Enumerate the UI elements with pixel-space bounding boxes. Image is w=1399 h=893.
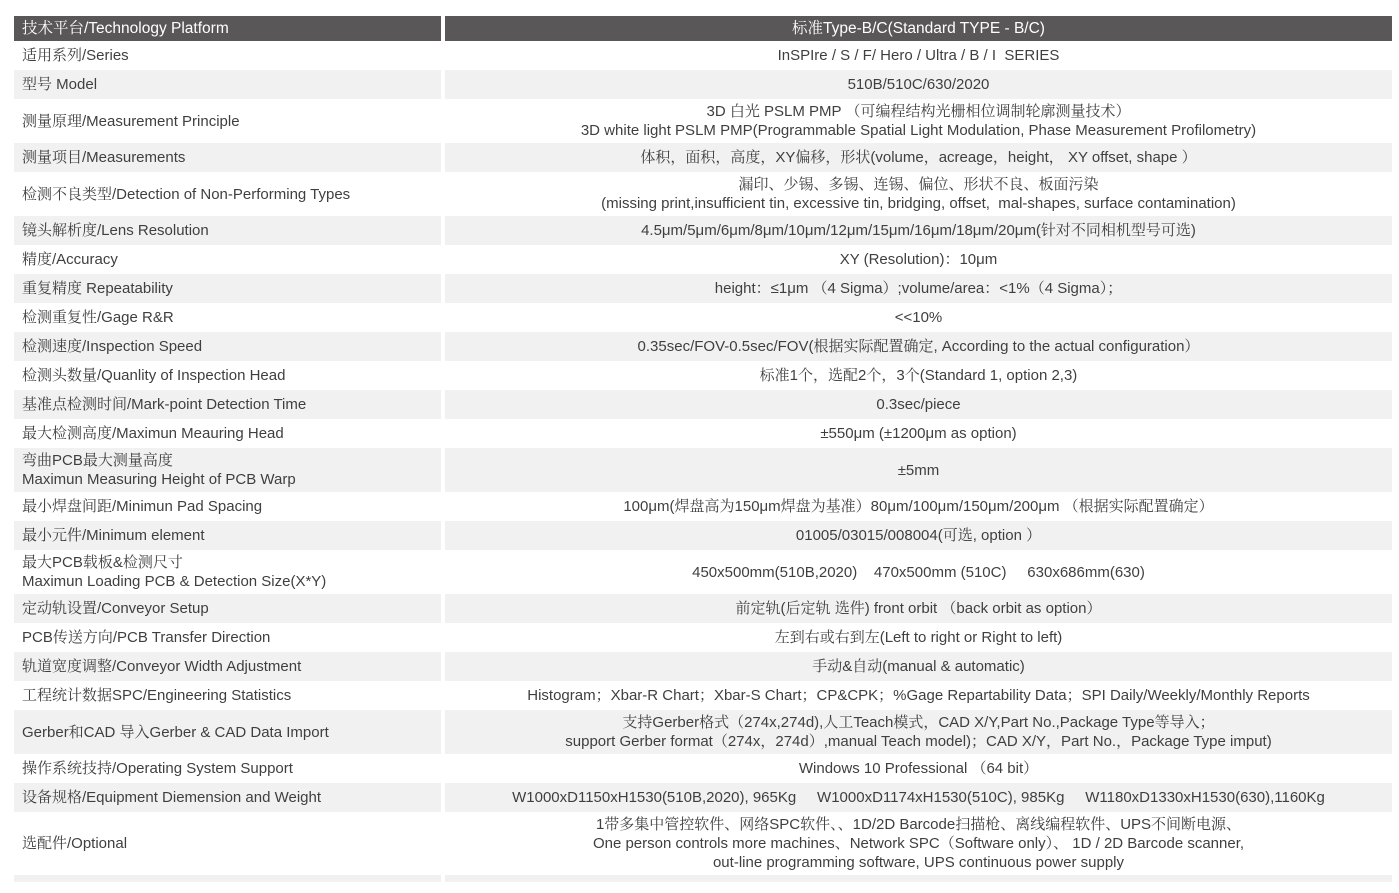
row-label-line: 最大PCB载板&检测尺寸 — [22, 554, 183, 571]
row-value — [445, 594, 1392, 623]
header-label-text: 技术平台/Technology Platform — [22, 20, 229, 37]
header-label-cell — [14, 16, 441, 41]
row-value-line: (missing print,insufficient tin, excessive tin, bridging, offset, mal-shapes, surface contamination) — [601, 195, 1236, 212]
table-row — [14, 710, 1392, 754]
row-value-line: 漏印、少锡、多锡、连锡、偏位、形状不良、板面污染 — [738, 176, 1099, 193]
row-label-line: 型号 Model — [22, 76, 98, 93]
row-value — [445, 274, 1392, 303]
row-label-line: 最大检测高度/Maximun Meauring Head — [22, 425, 284, 442]
row-label — [14, 448, 441, 492]
row-value-line: 1带多集中管控软件、网络SPC软件、、1D/2D Barcode扫描枪、离线编程软件、UPS不间断电源、 — [595, 816, 1242, 833]
row-value-line: ±550μm (±1200μm as option) — [820, 425, 1017, 442]
row-label — [14, 681, 441, 710]
row-value — [445, 172, 1392, 216]
row-label — [14, 754, 441, 783]
row-value-line: Histogram；Xbar-R Chart；Xbar-S Chart；CP&CPK；%Gage Repartability Data；SPI Daily/Weekly/Monthly Reports — [527, 687, 1310, 704]
table-row — [14, 99, 1392, 143]
row-label-line: 最小元件/Minimum element — [22, 527, 205, 544]
row-label — [14, 594, 441, 623]
row-value — [445, 783, 1392, 812]
table-row — [14, 419, 1392, 448]
table-row — [14, 216, 1392, 245]
table-row — [14, 245, 1392, 274]
table-row — [14, 681, 1392, 710]
row-label — [14, 361, 441, 390]
row-value-line: One person controls more machines、Network SPC（Software only）、 1D / 2D Barcode scanner, — [592, 835, 1245, 852]
row-label — [14, 70, 441, 99]
row-value-line: 3D 白光 PSLM PMP （可编程结构光栅相位调制轮廓测量技术） — [706, 103, 1131, 120]
table-row — [14, 875, 1392, 882]
row-label-line: 弯曲PCB最大测量高度 — [22, 452, 173, 469]
row-value-line: 标准1个，选配2个，3个(Standard 1, option 2,3) — [759, 367, 1078, 384]
row-value-line: height：≤1μm （4 Sigma）;volume/area：<1%（4 Sigma）； — [714, 280, 1123, 297]
row-value — [445, 754, 1392, 783]
table-row — [14, 41, 1392, 70]
row-value — [445, 216, 1392, 245]
row-value-line: W1000xD1150xH1530(510B,2020), 965Kg W1000xD1174xH1530(510C), 985Kg W1180xD1330xH1530(630),1160Kg — [512, 789, 1325, 806]
row-label — [14, 710, 441, 754]
row-value-line: 0.35sec/FOV-0.5sec/FOV(根据实际配置确定, According to the actual configuration） — [637, 338, 1200, 355]
table-row — [14, 143, 1392, 172]
row-label-line: 选配件/Optional — [22, 835, 128, 852]
row-label — [14, 172, 441, 216]
row-label-line: 轨道宽度调整/Conveyor Width Adjustment — [22, 658, 302, 675]
row-value — [445, 41, 1392, 70]
row-label — [14, 245, 441, 274]
header-value-cell — [445, 16, 1392, 41]
row-value — [445, 812, 1392, 875]
row-label — [14, 550, 441, 594]
row-value-line: 4.5μm/5μm/6μm/8μm/10μm/12μm/15μm/16μm/18μm/20μm(针对不同相机型号可选) — [641, 222, 1196, 239]
row-label-line: 重复精度 Repeatability — [22, 280, 173, 297]
row-label-line: 工程统计数据SPC/Engineering Statistics — [22, 687, 292, 704]
row-label — [14, 652, 441, 681]
row-label-line: 检测重复性/Gage R&R — [22, 309, 174, 326]
row-value-line: 01005/03015/008004(可选, option ） — [795, 527, 1042, 544]
table-row — [14, 521, 1392, 550]
row-label-line: 精度/Accuracy — [22, 251, 118, 268]
row-label — [14, 216, 441, 245]
row-value-line: 450x500mm(510B,2020) 470x500mm (510C) 630x686mm(630) — [692, 563, 1145, 581]
row-label-line: 检测头数量/Quanlity of Inspection Head — [22, 367, 286, 384]
row-value — [445, 390, 1392, 419]
row-label — [14, 623, 441, 652]
row-value-line: XY (Resolution)：10μm — [839, 251, 998, 268]
row-label — [14, 303, 441, 332]
row-value — [445, 652, 1392, 681]
row-label — [14, 143, 441, 172]
table-row — [14, 448, 1392, 492]
row-label-line: Gerber和CAD 导入Gerber & CAD Data Import — [22, 723, 329, 741]
table-body — [14, 41, 1392, 882]
table-row — [14, 361, 1392, 390]
table-row — [14, 754, 1392, 783]
row-value-line: <<10% — [894, 309, 943, 326]
row-label-line: 适用系列/Series — [22, 47, 129, 64]
table-row — [14, 70, 1392, 99]
row-value-line: 3D white light PSLM PMP(Programmable Spatial Light Modulation, Phase Measurement Profilometry) — [580, 122, 1257, 139]
row-label-line: 测量原理/Measurement Principle — [22, 112, 240, 130]
row-value-line: 体积，面积，高度，XY偏移，形状(volume，acreage，height， XY offset, shape ） — [640, 149, 1197, 166]
row-value-line: 510B/510C/630/2020 — [847, 76, 990, 93]
row-value — [445, 99, 1392, 143]
row-value — [445, 303, 1392, 332]
row-value — [445, 623, 1392, 652]
table-row — [14, 812, 1392, 875]
row-label — [14, 274, 441, 303]
row-value-line: ±5mm — [897, 461, 940, 479]
table-row — [14, 390, 1392, 419]
row-label — [14, 99, 441, 143]
row-label-line: 最小焊盘间距/Minimun Pad Spacing — [22, 498, 263, 515]
table-row — [14, 550, 1392, 594]
spec-table — [14, 16, 1392, 882]
row-label — [14, 390, 441, 419]
row-value — [445, 419, 1392, 448]
row-value — [445, 681, 1392, 710]
row-value-line: InSPIre / S / F/ Hero / Ultra / B / I SERIES — [777, 47, 1060, 64]
table-row — [14, 303, 1392, 332]
row-value — [445, 492, 1392, 521]
table-row — [14, 594, 1392, 623]
table-row — [14, 783, 1392, 812]
row-value — [445, 875, 1392, 882]
row-label-line: 设备规格/Equipment Diemension and Weight — [22, 789, 322, 806]
table-header-row — [14, 16, 1392, 41]
row-label — [14, 41, 441, 70]
table-row — [14, 492, 1392, 521]
row-value — [445, 143, 1392, 172]
row-value-line: support Gerber format（274x，274d）,manual Teach model)；CAD X/Y，Part No.，Package Type imput) — [565, 733, 1272, 750]
row-value-line: out-line programming software, UPS continuous power supply — [712, 854, 1125, 871]
row-value-line: 前定轨(后定轨 选件) front orbit （back orbit as option） — [735, 600, 1102, 617]
row-value-line: Windows 10 Professional （64 bit） — [798, 760, 1039, 777]
table-row — [14, 332, 1392, 361]
row-value — [445, 448, 1392, 492]
row-value-line: 手动&自动(manual & automatic) — [812, 658, 1025, 675]
row-label-line: Maximun Measuring Height of PCB Warp — [22, 471, 296, 488]
row-value — [445, 550, 1392, 594]
row-value — [445, 361, 1392, 390]
row-label-line: 检测不良类型/Detection of Non-Performing Types — [22, 185, 351, 203]
header-value-text: 标准Type-B/C(Standard TYPE - B/C) — [792, 20, 1045, 37]
table-row — [14, 172, 1392, 216]
row-label-line: 基准点检测时间/Mark-point Detection Time — [22, 396, 307, 413]
row-label-line: 定动轨设置/Conveyor Setup — [22, 600, 209, 617]
row-value — [445, 710, 1392, 754]
row-label — [14, 783, 441, 812]
row-value — [445, 332, 1392, 361]
table-row — [14, 623, 1392, 652]
row-value — [445, 521, 1392, 550]
row-label — [14, 812, 441, 875]
row-value — [445, 245, 1392, 274]
row-label-line: 测量项目/Measurements — [22, 149, 186, 166]
table-row — [14, 274, 1392, 303]
row-label-line: 操作系统技持/Operating System Support — [22, 760, 293, 777]
row-value — [445, 70, 1392, 99]
row-value-line: 左到右或右到左(Left to right or Right to left) — [774, 629, 1063, 646]
row-value-line: 支持Gerber格式（274x,274d),人工Teach模式，CAD X/Y,Part No.,Package Type等导入； — [622, 714, 1215, 731]
row-label — [14, 492, 441, 521]
row-value-line: 0.3sec/piece — [876, 396, 961, 413]
row-value-line: 100μm(焊盘高为150μm焊盘为基准）80μm/100μm/150μm/200μm （根据实际配置确定） — [623, 498, 1214, 515]
row-label-line: 镜头解析度/Lens Resolution — [22, 222, 209, 239]
row-label — [14, 419, 441, 448]
row-label — [14, 332, 441, 361]
row-label-line: 检测速度/Inspection Speed — [22, 338, 203, 355]
row-label — [14, 521, 441, 550]
row-label — [14, 875, 441, 882]
row-label-line: PCB传送方向/PCB Transfer Direction — [22, 629, 271, 646]
row-label-line: Maximun Loading PCB & Detection Size(X*Y) — [22, 573, 327, 590]
table-row — [14, 652, 1392, 681]
